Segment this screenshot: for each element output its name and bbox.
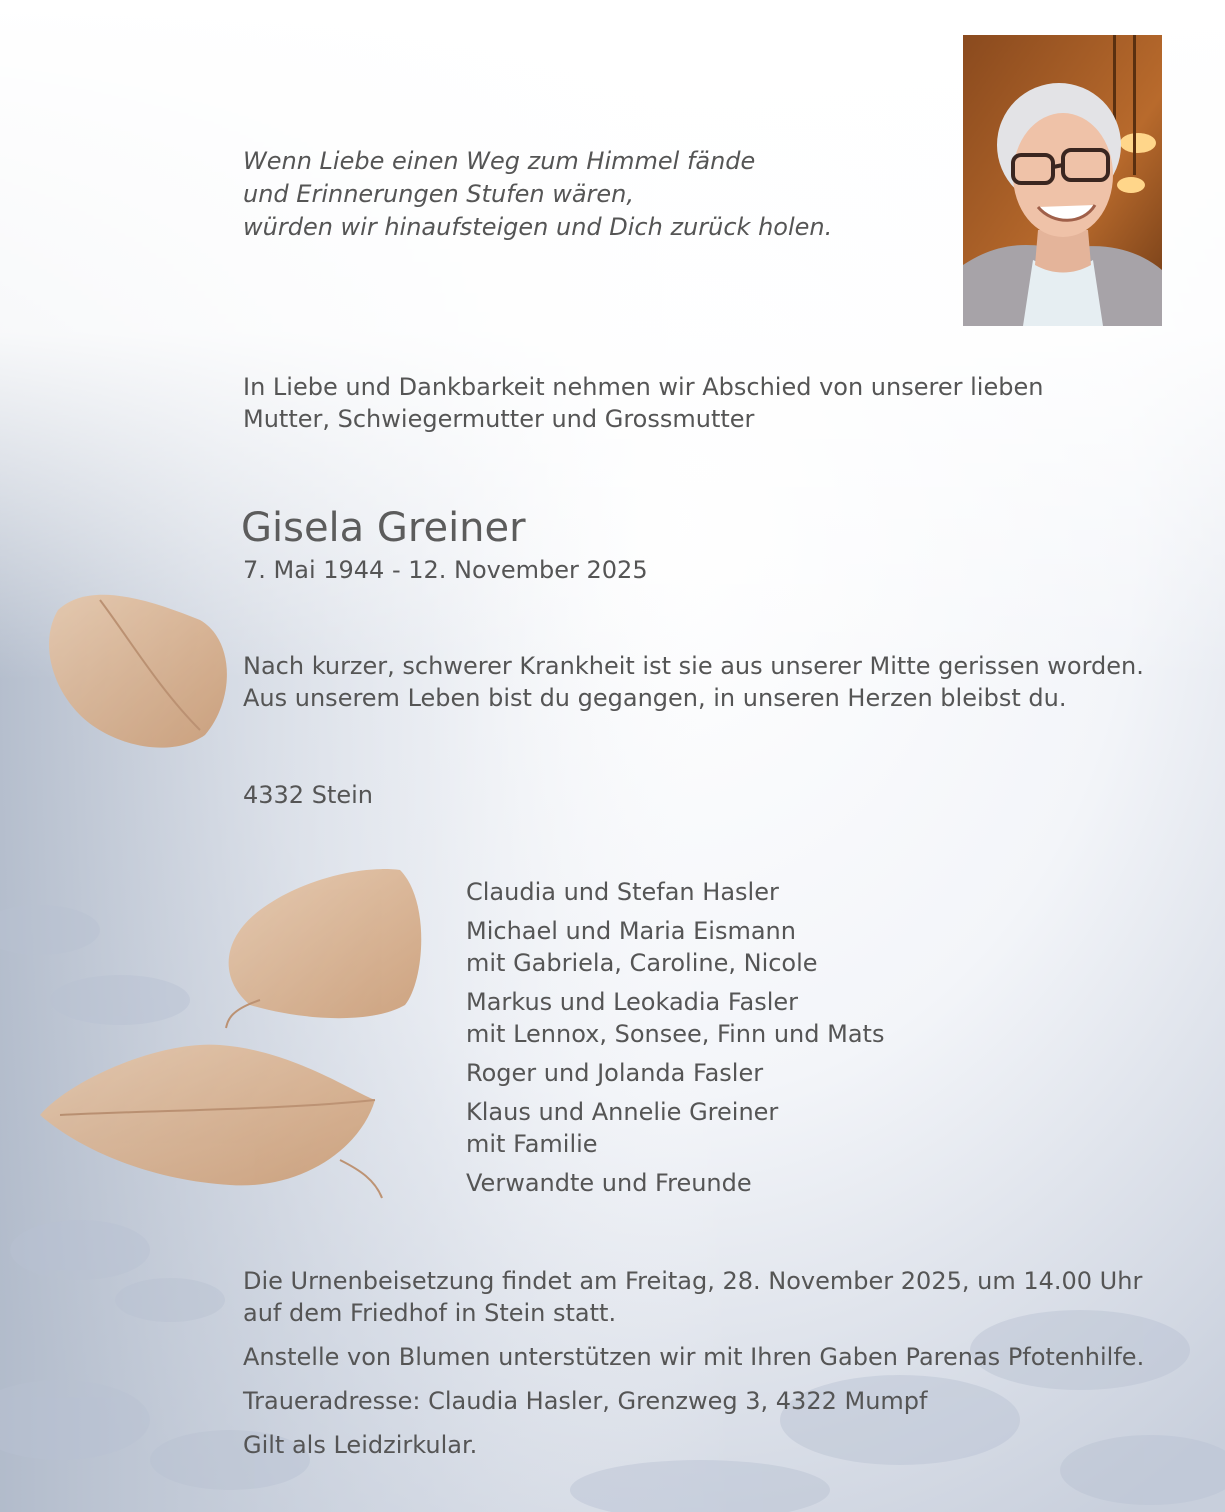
mourner-entry [466, 1096, 884, 1160]
mourner-entry [466, 876, 884, 908]
mourner-main: Roger und Jolanda Fasler [466, 1059, 764, 1087]
mourner-main: Michael und Maria Eismann [466, 917, 796, 945]
deceased-dates: 7. Mai 1944 - 12. November 2025 [243, 556, 648, 584]
poem-line-1: Wenn Liebe einen Weg zum Himmel fände [243, 147, 756, 175]
mourner-main: Klaus und Annelie Greiner [466, 1098, 779, 1126]
circular-note: Gilt als Leidzirkular. [243, 1431, 478, 1459]
ceremony-line-1: Die Urnenbeisetzung findet am Freitag, 28. November 2025, um 14.00 Uhr [243, 1267, 1143, 1295]
intro-text [243, 371, 1043, 435]
notice-line-2: Aus unserem Leben bist du gegangen, in unseren Herzen bleibst du. [243, 684, 1067, 712]
donation-info: Anstelle von Blumen unterstützen wir mit Ihren Gaben Parenas Pfotenhilfe. [243, 1343, 1145, 1371]
intro-line-2: Mutter, Schwiegermutter und Grossmutter [243, 405, 755, 433]
footer-info [243, 1265, 1144, 1473]
mourner-main: Claudia und Stefan Hasler [466, 878, 779, 906]
notice-text [243, 650, 1144, 714]
mourner-entry [466, 1057, 884, 1089]
mourner-sub: mit Familie [466, 1130, 598, 1158]
poem [243, 145, 832, 244]
notice-line-1: Nach kurzer, schwerer Krankheit ist sie aus unserer Mitte gerissen worden. [243, 652, 1144, 680]
poem-line-2: und Erinnerungen Stufen wären, [243, 180, 635, 208]
ceremony-info [243, 1265, 1144, 1329]
intro-line-1: In Liebe und Dankbarkeit nehmen wir Abschied von unserer lieben [243, 373, 1044, 401]
mourner-entry [466, 915, 884, 979]
mourner-main: Markus und Leokadia Fasler [466, 988, 799, 1016]
mourners-list [466, 876, 884, 1206]
mourner-entry [466, 986, 884, 1050]
poem-line-3: würden wir hinaufsteigen und Dich zurück holen. [243, 213, 833, 241]
portrait-photo [963, 35, 1162, 326]
mourning-address: Traueradresse: Claudia Hasler, Grenzweg 3, 4322 Mumpf [243, 1387, 928, 1415]
mourner-sub: mit Lennox, Sonsee, Finn und Mats [466, 1020, 885, 1048]
place: 4332 Stein [243, 781, 373, 809]
mourner-sub: mit Gabriela, Caroline, Nicole [466, 949, 818, 977]
mourner-main: Verwandte und Freunde [466, 1169, 752, 1197]
deceased-name: Gisela Greiner [241, 505, 526, 551]
ceremony-line-2: auf dem Friedhof in Stein statt. [243, 1299, 617, 1327]
mourner-entry [466, 1167, 884, 1199]
